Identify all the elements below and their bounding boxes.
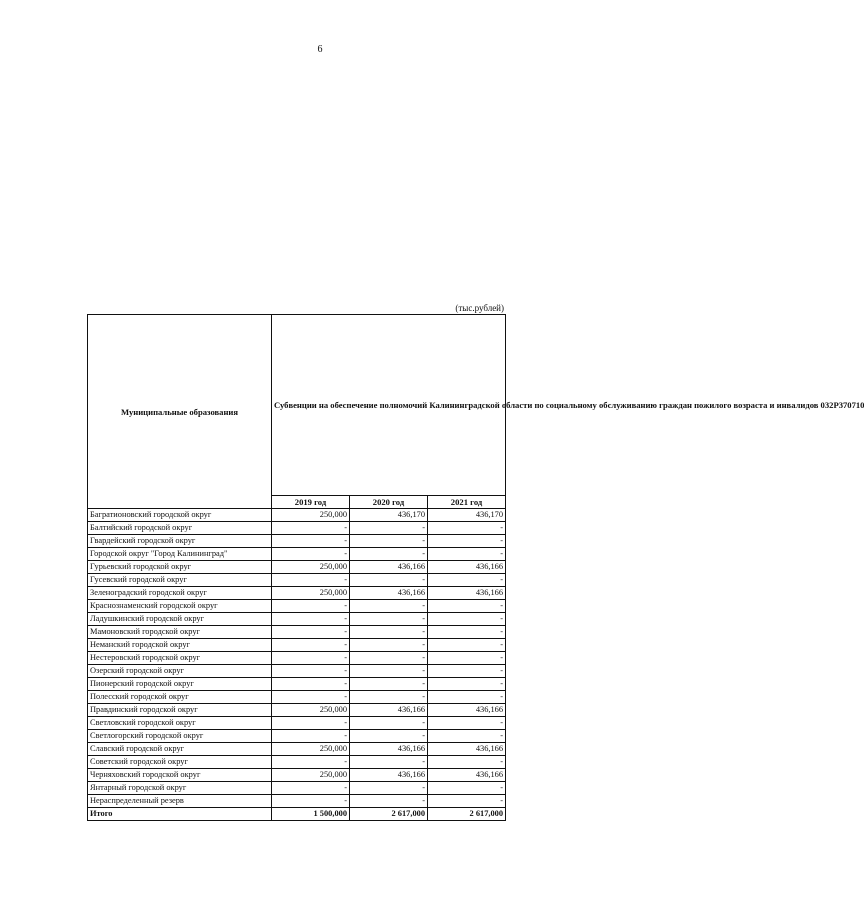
value-2020-cell: -: [350, 535, 428, 548]
value-2019-cell: 250,000: [272, 704, 350, 717]
municipality-cell: Неманский городской округ: [88, 639, 272, 652]
table-row: [88, 730, 506, 743]
table-row: [88, 535, 506, 548]
table-row: [88, 691, 506, 704]
header-year-2021: 2021 год: [428, 496, 506, 509]
value-2021-cell: -: [428, 574, 506, 587]
value-2019-cell: -: [272, 730, 350, 743]
page-number: 6: [317, 44, 323, 55]
value-2021-cell: -: [428, 782, 506, 795]
value-2021-cell: 436,170: [428, 509, 506, 522]
value-2021-cell: -: [428, 795, 506, 808]
value-2020-cell: -: [350, 730, 428, 743]
table-row: [88, 665, 506, 678]
value-2020-cell: 436,166: [350, 587, 428, 600]
value-2019-cell: 250,000: [272, 743, 350, 756]
table-row: [88, 704, 506, 717]
value-2021-cell: -: [428, 691, 506, 704]
value-2020-cell: -: [350, 639, 428, 652]
value-2021-cell: 436,166: [428, 743, 506, 756]
value-2020-cell: -: [350, 782, 428, 795]
municipality-cell: Гусевский городской округ: [88, 574, 272, 587]
value-2019-cell: -: [272, 613, 350, 626]
value-2019-cell: -: [272, 756, 350, 769]
municipality-cell: Озерский городской округ: [88, 665, 272, 678]
value-2020-cell: -: [350, 652, 428, 665]
value-2020-cell: -: [350, 548, 428, 561]
table-row: [88, 652, 506, 665]
value-2020-cell: -: [350, 665, 428, 678]
total-2021: 2 617,000: [428, 808, 506, 821]
value-2020-cell: -: [350, 795, 428, 808]
value-2019-cell: 250,000: [272, 587, 350, 600]
value-2019-cell: -: [272, 717, 350, 730]
value-2020-cell: 436,170: [350, 509, 428, 522]
municipality-cell: Мамоновский городской округ: [88, 626, 272, 639]
value-2021-cell: -: [428, 522, 506, 535]
table-row: [88, 756, 506, 769]
value-2020-cell: -: [350, 613, 428, 626]
value-2019-cell: -: [272, 795, 350, 808]
municipality-cell: Светловский городской округ: [88, 717, 272, 730]
value-2020-cell: 436,166: [350, 561, 428, 574]
value-2019-cell: -: [272, 782, 350, 795]
table-row: [88, 769, 506, 782]
value-2019-cell: -: [272, 639, 350, 652]
municipality-cell: Ладушкинский городской округ: [88, 613, 272, 626]
value-2021-cell: -: [428, 548, 506, 561]
value-2021-cell: -: [428, 665, 506, 678]
value-2021-cell: 436,166: [428, 561, 506, 574]
value-2019-cell: -: [272, 600, 350, 613]
subvention-table: [87, 314, 864, 821]
value-2021-cell: -: [428, 626, 506, 639]
value-2019-cell: -: [272, 574, 350, 587]
value-2021-cell: -: [428, 678, 506, 691]
value-2019-cell: -: [272, 522, 350, 535]
total-2020: 2 617,000: [350, 808, 428, 821]
table-row: [88, 782, 506, 795]
total-row: [88, 808, 506, 821]
value-2019-cell: -: [272, 626, 350, 639]
value-2019-cell: -: [272, 665, 350, 678]
header-year-2019: 2019 год: [272, 496, 350, 509]
table-row: [88, 509, 506, 522]
table-row: [88, 561, 506, 574]
value-2021-cell: -: [428, 717, 506, 730]
table-body: [88, 509, 506, 808]
value-2019-cell: 250,000: [272, 769, 350, 782]
value-2020-cell: -: [350, 600, 428, 613]
municipality-cell: Нестеровский городской округ: [88, 652, 272, 665]
municipality-cell: Пионерский городской округ: [88, 678, 272, 691]
table-row: [88, 678, 506, 691]
value-2019-cell: -: [272, 691, 350, 704]
value-2019-cell: -: [272, 678, 350, 691]
value-2020-cell: -: [350, 756, 428, 769]
value-2021-cell: -: [428, 639, 506, 652]
municipality-cell: Правдинский городской округ: [88, 704, 272, 717]
municipality-cell: Балтийский городской округ: [88, 522, 272, 535]
municipality-cell: Гвардейский городской округ: [88, 535, 272, 548]
municipality-cell: Гурьевский городской округ: [88, 561, 272, 574]
value-2019-cell: 250,000: [272, 561, 350, 574]
total-label: Итого: [88, 808, 272, 821]
value-2019-cell: 250,000: [272, 509, 350, 522]
value-2021-cell: -: [428, 756, 506, 769]
value-2021-cell: 436,166: [428, 769, 506, 782]
table-row: [88, 626, 506, 639]
municipality-cell: Светлогорский городской округ: [88, 730, 272, 743]
value-2021-cell: -: [428, 535, 506, 548]
table-row: [88, 743, 506, 756]
header-subvention: Субвенции на обеспечение полномочий Калининградской области по социальному обслуживанию граждан пожилого возраста и инвалидов 032P370710: [272, 315, 506, 496]
value-2021-cell: -: [428, 613, 506, 626]
header-year-2020: 2020 год: [350, 496, 428, 509]
municipality-cell: Советский городской округ: [88, 756, 272, 769]
municipality-cell: Зеленоградский городской округ: [88, 587, 272, 600]
table-row: [88, 639, 506, 652]
table-row: [88, 574, 506, 587]
municipality-cell: Багратионовский городской округ: [88, 509, 272, 522]
value-2020-cell: -: [350, 574, 428, 587]
municipality-cell: Нераспределенный резерв: [88, 795, 272, 808]
municipality-cell: Янтарный городской округ: [88, 782, 272, 795]
municipality-cell: Краснознаменский городской округ: [88, 600, 272, 613]
value-2019-cell: -: [272, 548, 350, 561]
value-2019-cell: -: [272, 535, 350, 548]
value-2020-cell: 436,166: [350, 743, 428, 756]
value-2021-cell: 436,166: [428, 704, 506, 717]
header-municipality: Муниципальные образования: [88, 315, 272, 509]
table-row: [88, 522, 506, 535]
municipality-cell: Славский городской округ: [88, 743, 272, 756]
table-row: [88, 587, 506, 600]
municipality-cell: Городской округ "Город Калининград": [88, 548, 272, 561]
total-2019: 1 500,000: [272, 808, 350, 821]
value-2021-cell: 436,166: [428, 587, 506, 600]
value-2020-cell: 436,166: [350, 704, 428, 717]
municipality-cell: Полесский городской округ: [88, 691, 272, 704]
value-2020-cell: -: [350, 691, 428, 704]
value-2021-cell: -: [428, 652, 506, 665]
value-2019-cell: -: [272, 652, 350, 665]
table-row: [88, 613, 506, 626]
units-label: (тыс.рублей): [455, 303, 504, 313]
value-2020-cell: 436,166: [350, 769, 428, 782]
value-2020-cell: -: [350, 626, 428, 639]
table-row: [88, 548, 506, 561]
table-row: [88, 795, 506, 808]
table-row: [88, 600, 506, 613]
municipality-cell: Черняховский городской округ: [88, 769, 272, 782]
value-2020-cell: -: [350, 678, 428, 691]
value-2021-cell: -: [428, 730, 506, 743]
table-row: [88, 717, 506, 730]
value-2021-cell: -: [428, 600, 506, 613]
value-2020-cell: -: [350, 717, 428, 730]
value-2020-cell: -: [350, 522, 428, 535]
